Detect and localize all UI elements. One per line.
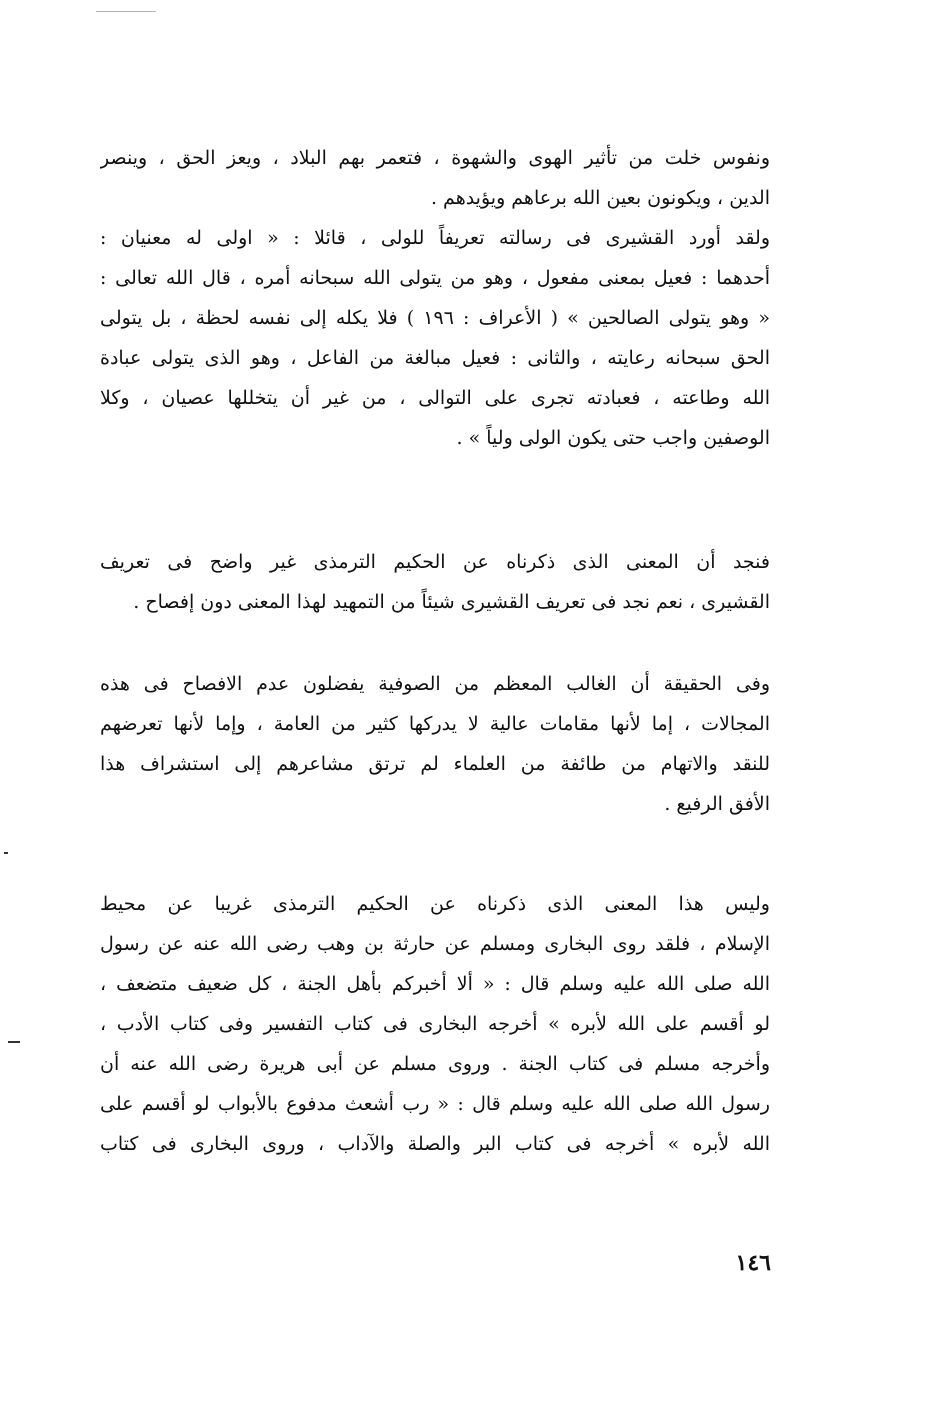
paragraph-hadith [100,884,770,1164]
text-line: الإسلام ، فلقد روى البخارى ومسلم عن حارثة بن وهب رضى الله عنه عن رسول [100,933,770,955]
header-rule [96,11,156,12]
text-line: فنجد أن المعنى الذى ذكرناه عن الحكيم الترمذى غير واضح فى تعريف [100,551,770,573]
text-line: للنقد والاتهام من طائفة من العلماء لم ترتق مشاعرهم إلى استشراف هذا [100,753,770,775]
text-line: وأخرجه مسلم فى كتاب الجنة . وروى مسلم عن أبى هريرة رضى الله عنه أن [100,1053,770,1075]
paragraph-wali-definition [100,138,770,458]
margin-speck [8,1041,20,1043]
text-line: الدين ، ويكونون بعين الله برعاهم ويؤيدهم . [430,187,770,209]
text-line: وفى الحقيقة أن الغالب المعظم من الصوفية يفضلون عدم الافصاح فى هذه [100,673,770,695]
paragraph-comparison [100,542,770,622]
text-line: الله وطاعته ، فعبادته تجرى على التوالى ، من غير أن يتخللها عصيان ، وكلا [100,387,770,409]
text-line: وليس هذا المعنى الذى ذكرناه عن الحكيم الترمذى غريبا عن محيط [100,893,770,915]
text-line: « وهو يتولى الصالحين » ( الأعراف : ١٩٦ ) فلا يكله إلى نفسه لحظة ، بل يتولى [100,307,770,329]
text-line: لو أقسم على الله لأبره » أخرجه البخارى فى كتاب التفسير وفى كتاب الأدب ، [100,1013,770,1035]
text-line: الحق سبحانه رعايته ، والثانى : فعيل مبالغة من الفاعل ، وهو الذى يتولى عبادة [100,347,770,369]
text-line: رسول الله صلى الله عليه وسلم قال : « رب أشعث مدفوع بالأبواب لو أقسم على [100,1093,770,1115]
text-line: الله صلى الله عليه وسلم قال : « ألا أخبركم بأهل الجنة ، كل ضعيف متضعف ، [100,973,770,995]
text-line: المجالات ، إما لأنها مقامات عالية لا يدركها كثير من العامة ، وإما لأنها تعرضهم [100,713,770,735]
text-line: الأفق الرفيع . [664,793,770,815]
margin-speck [4,852,8,854]
text-line: أحدهما : فعيل بمعنى مفعول ، وهو من يتولى الله سبحانه أمره ، قال الله تعالى : [100,267,770,289]
text-line: الله لأبره » أخرجه فى كتاب البر والصلة والآداب ، وروى البخارى فى كتاب [100,1133,770,1155]
text-line: الوصفين واجب حتى يكون الولى ولياً » . [456,427,770,449]
text-line: القشيرى ، نعم نجد فى تعريف القشيرى شيئاً من التمهيد لهذا المعنى دون إفصاح . [133,591,770,613]
paragraph-sufi-reticence [100,664,770,824]
page-number: ١٤٦ [735,1250,771,1276]
text-line: ونفوس خلت من تأثير الهوى والشهوة ، فتعمر بهم البلاد ، ويعز الحق ، وينصر [100,147,770,169]
text-line: ولقد أورد القشيرى فى رسالته تعريفاً للولى ، قائلا : « اولى له معنيان : [100,227,770,249]
